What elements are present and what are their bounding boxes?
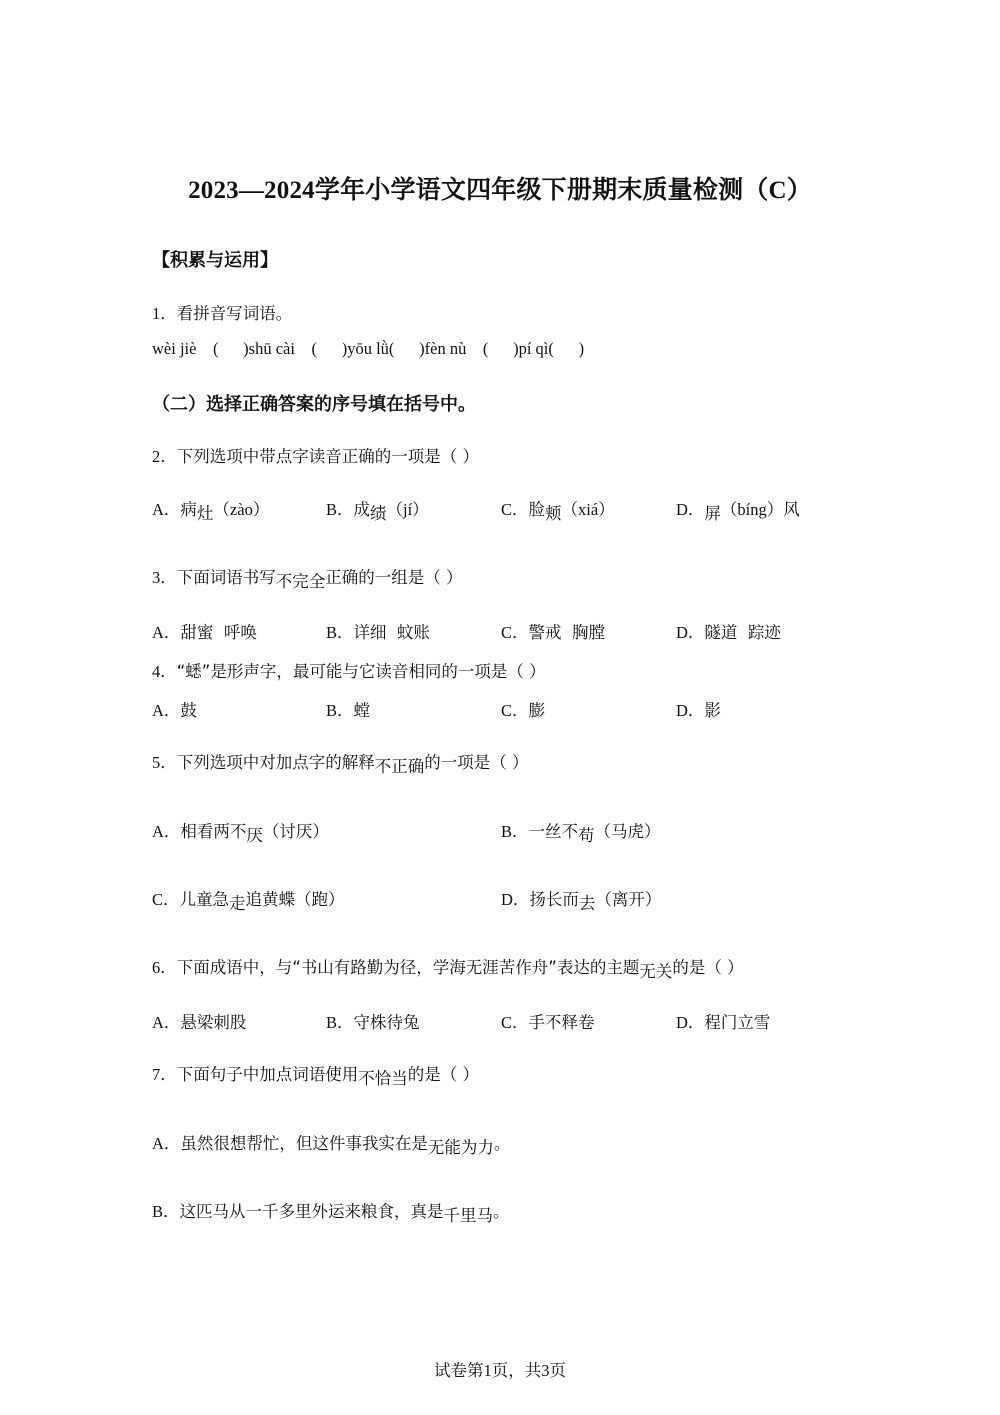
option-text: 甜蜜 呼唤 — [180, 623, 257, 642]
section-heading-choice: （二）选择正确答案的序号填在括号中。 — [152, 394, 476, 415]
page-footer: 试卷第1页，共3页 — [434, 1361, 566, 1380]
option-label: D． — [501, 890, 530, 909]
option-pinyin: （jí） — [386, 500, 429, 519]
option-b — [326, 619, 430, 643]
option-text: 这匹马从一千多里外运来粮食，真是 — [179, 1202, 444, 1221]
option-text: 虽然很想帮忙，但这件事我实在是 — [180, 1134, 428, 1153]
option-text: 详细 蚊账 — [353, 623, 431, 642]
option-label: A． — [152, 1134, 181, 1153]
option-label: B． — [152, 1202, 180, 1221]
option-text: 警戒 胸膛 — [528, 623, 606, 642]
option-label: D． — [676, 623, 705, 642]
option-text: 手不释卷 — [528, 1013, 595, 1032]
section-heading-accumulation: 【积累与运用】 — [152, 250, 278, 271]
question-stem-end: 的是（ ） — [407, 1065, 479, 1084]
question-1 — [152, 300, 292, 324]
option-text: 影 — [704, 701, 721, 720]
question-stem-end: 的是（ ） — [672, 958, 744, 977]
question-number: 6． — [152, 958, 177, 977]
option-label: B． — [326, 1013, 354, 1032]
option-text: 扬长而 — [529, 890, 579, 909]
option-c — [501, 496, 615, 523]
option-label: D． — [676, 500, 705, 519]
question-stem: “蟋”是形声字，最可能与它读音相同的一项是（ ） — [176, 662, 546, 681]
option-label: C． — [501, 1013, 529, 1032]
option-a — [152, 818, 329, 845]
option-d — [501, 886, 662, 913]
option-label: B． — [501, 822, 529, 841]
question-stem: 下列选项中带点字读音正确的一项是（ ） — [176, 447, 479, 466]
option-meaning: （马虎） — [594, 822, 661, 841]
option-a — [152, 496, 270, 523]
option-b — [326, 697, 370, 721]
question-stem-end: 的一项是（ ） — [424, 753, 529, 772]
option-d — [676, 1009, 770, 1033]
option-a — [152, 619, 257, 643]
question-7 — [152, 1061, 479, 1088]
option-text: 螳 — [353, 701, 371, 720]
option-c — [501, 619, 605, 643]
dotted-words: 无关 — [639, 962, 673, 981]
option-b — [326, 496, 429, 523]
dotted-char: 灶 — [196, 504, 214, 523]
option-label: D． — [676, 701, 705, 720]
question-number: 7． — [152, 1065, 177, 1084]
option-label: C． — [501, 500, 529, 519]
question-stem: 下面词语书写 — [176, 568, 276, 587]
option-text: 守株待兔 — [353, 1013, 420, 1032]
dotted-char: 颊 — [545, 504, 562, 523]
pinyin-line: wèi jiè ( )shū cài ( )yōu lǜ( )fèn nù ( )pí qì( ) — [152, 339, 585, 358]
option-label: A． — [152, 500, 181, 519]
option-d — [676, 697, 721, 721]
option-text: 儿童急 — [179, 890, 230, 909]
option-d — [676, 496, 800, 523]
dotted-words: 不恰当 — [358, 1069, 408, 1088]
option-c — [152, 886, 345, 913]
option-text-end: 。 — [493, 1134, 511, 1153]
option-label: B． — [326, 623, 354, 642]
option-a — [152, 1009, 246, 1033]
option-meaning: （离开） — [595, 890, 662, 909]
option-b — [152, 1198, 510, 1225]
option-text-end: 。 — [493, 1202, 510, 1221]
option-pinyin: （xiá） — [561, 500, 615, 519]
option-b — [326, 1009, 420, 1033]
question-number: 3． — [152, 568, 177, 587]
dotted-char: 走 — [229, 894, 246, 913]
option-b — [501, 818, 661, 845]
option-meaning: 追黄蝶（跑） — [245, 890, 345, 909]
option-text: 程门立雪 — [704, 1013, 771, 1032]
page-title: 2023—2024学年小学语文四年级下册期末质量检测（C） — [188, 177, 812, 204]
option-label: A． — [152, 1013, 181, 1032]
question-4 — [152, 658, 546, 682]
dotted-char: 苟 — [578, 826, 595, 845]
option-a — [152, 697, 197, 721]
option-text: 膨 — [528, 701, 546, 720]
option-label: A． — [152, 822, 181, 841]
option-text: 病 — [180, 500, 197, 519]
dotted-words: 不正确 — [374, 757, 425, 776]
dotted-words: 无能为力 — [427, 1138, 494, 1157]
option-pinyin: （bíng）风 — [720, 500, 800, 519]
question-5 — [152, 749, 529, 776]
option-text: 隧道 踪迹 — [704, 623, 781, 642]
question-stem: 下面句子中加点词语使用 — [176, 1065, 359, 1084]
option-text: 一丝不 — [528, 822, 579, 841]
option-label: C． — [501, 701, 529, 720]
option-text: 脸 — [528, 500, 546, 519]
dotted-char: 厌 — [246, 826, 263, 845]
question-6 — [152, 954, 744, 981]
dotted-char: 去 — [578, 894, 596, 913]
question-number: 1． — [152, 304, 177, 323]
question-stem-end: 正确的一组是（ ） — [325, 568, 463, 587]
option-text: 相看两不 — [180, 822, 247, 841]
question-stem: 下列选项中对加点字的解释 — [176, 753, 375, 772]
option-c — [501, 697, 545, 721]
question-stem: 下面成语中，与“书山有路勤为径，学海无涯苦作舟”表达的主题 — [176, 958, 640, 977]
option-label: B． — [326, 500, 354, 519]
question-2 — [152, 443, 479, 467]
option-label: C． — [152, 890, 180, 909]
option-label: C． — [501, 623, 529, 642]
option-a — [152, 1130, 511, 1157]
question-number: 4． — [152, 662, 177, 681]
option-pinyin: （zào） — [213, 500, 270, 519]
option-text: 成 — [353, 500, 371, 519]
option-d — [676, 619, 781, 643]
option-c — [501, 1009, 595, 1033]
option-label: A． — [152, 701, 181, 720]
question-3 — [152, 564, 463, 591]
option-text: 鼓 — [180, 701, 197, 720]
question-number: 5． — [152, 753, 177, 772]
dotted-words: 不完全 — [275, 572, 326, 591]
option-label: B． — [326, 701, 354, 720]
dotted-char: 屏 — [704, 504, 721, 523]
dotted-char: 绩 — [370, 504, 387, 523]
question-stem: 看拼音写词语。 — [176, 304, 293, 323]
option-meaning: （讨厌） — [262, 822, 329, 841]
option-label: D． — [676, 1013, 705, 1032]
option-label: A． — [152, 623, 181, 642]
dotted-words: 千里马 — [443, 1206, 494, 1225]
question-number: 2． — [152, 447, 177, 466]
option-text: 悬梁刺股 — [180, 1013, 247, 1032]
